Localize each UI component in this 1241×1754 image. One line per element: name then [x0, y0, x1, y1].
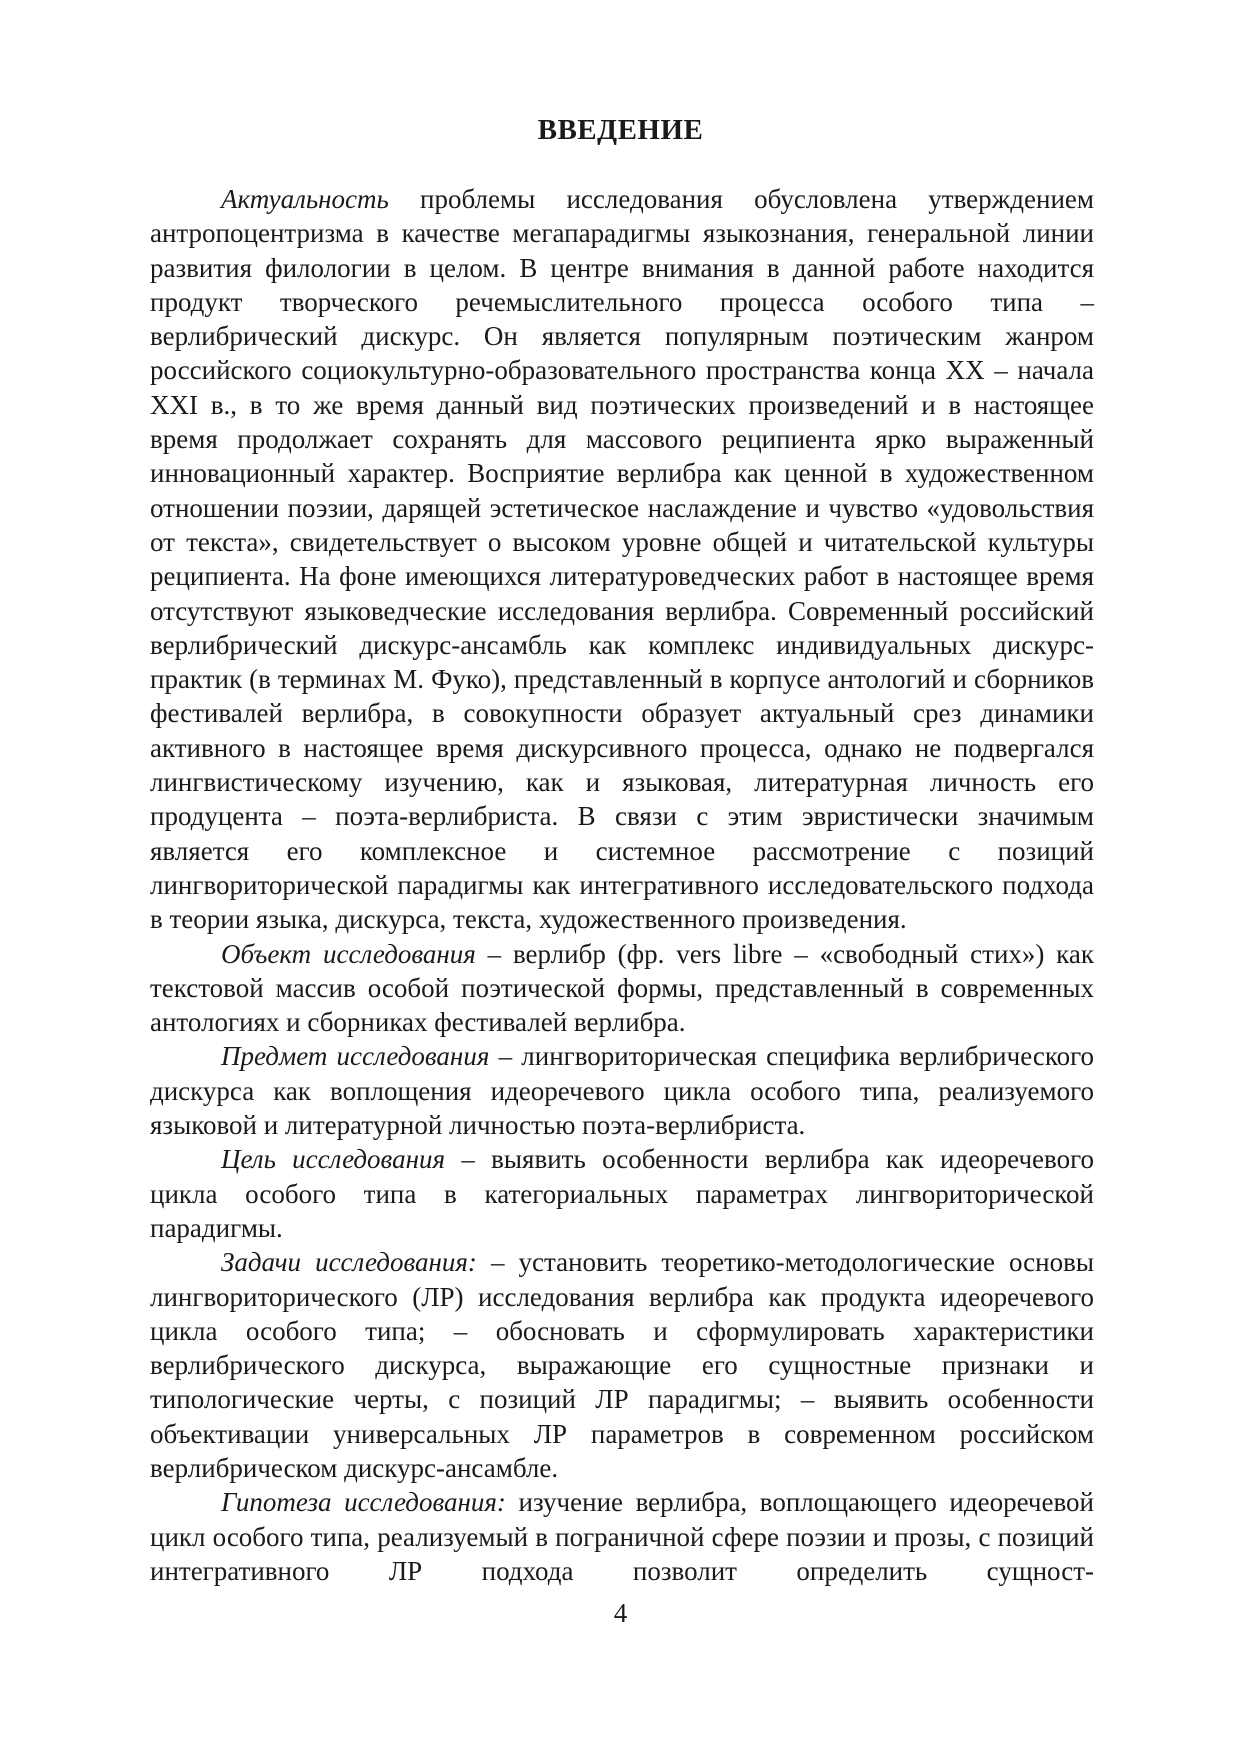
paragraph-lead: Гипотеза исследования: [221, 1487, 506, 1518]
paragraph-text: – верлибр (фр. vers libre – «свободный стих») как текстовой массив особой поэтической формы, представленный в современных антологиях и сборниках фестивалей верлибра. [150, 938, 1094, 1038]
body-text [150, 182, 1094, 1588]
paragraph-goal [150, 1142, 1094, 1245]
paragraph-text: – выявить особенности верлибра как идеоречевого цикла особого типа в категориальных параметрах лингвориторической парадигмы. [150, 1144, 1094, 1243]
paragraph-hypothesis [150, 1485, 1094, 1588]
paragraph-lead: Объект исследования [221, 938, 476, 969]
paragraph-tasks [150, 1245, 1094, 1485]
paragraph-lead: Предмет исследования [221, 1041, 490, 1072]
paragraph-text: – лингвориторическая специфика верлибрического дискурса как воплощения идеоречевого цикла особого типа, реализуемого языковой и литературной личностью поэта-верлибриста. [150, 1041, 1094, 1141]
paragraph-lead: Задачи исследования: [221, 1247, 477, 1278]
page-number: 4 [613, 1598, 628, 1628]
paragraph-lead: Цель исследования [221, 1144, 446, 1175]
paragraph-text: проблемы исследования обусловлена утверждением антропоцентризма в качестве мегапарадигмы языкознания, генеральной линии развития филологии в целом. В центре внимания в данной работе находится продукт творческого речемыслительного процесса особого типа – верлибрический дискурс. Он является популярным поэтическим жанром российского социокультурно-образовательного пространства конца XX – начала XXI в., в то же время данный вид поэтических произведений и в настоящее время продолжает сохранять для массового реципиента ярко выраженный инновационный характер. Восприятие верлибра как ценной в художественном отношении поэзии, дарящей эстетическое наслаждение и чувство «удовольствия от текста», свидетельствует о высоком уровне общей и читательской культуры реципиента. На фоне имеющихся литературоведческих работ в настоящее время отсутствуют языковедческие исследования верлибра. Современный российский верлибрический дискурс-ансамбль как комплекс индивидуальных дискурс-практик (в терминах М. Фуко), представленный в корпусе антологий и сборников фестивалей верлибра, в совокупности образует актуальный срез динамики активного в настоящее время дискурсивного процесса, однако не подвергался лингвистическому изучению, как и языковая, литературная личность его продуцента – поэта-верлибриста. В связи с этим эвристически значимым является его комплексное и системное рассмотрение с позиций лингвориторической парадигмы как интегративного исследовательского подхода в теории языка, дискурса, текста, художественного произведения. [150, 184, 1094, 935]
page-title: ВВЕДЕНИЕ [537, 114, 704, 146]
paragraph-lead: Актуальность [221, 184, 389, 214]
paragraph-text: – установить теоретико-методологические основы лингвориторического (ЛР) исследования верлибра как продукта идеоречевого цикла особого типа; – обосновать и сформулировать характеристики верлибрического дискурса, выражающие его сущностные признаки и типологические черты, с позиций ЛР парадигмы; – выявить особенности объективации универсальных ЛР параметров в современном российском верлибрическом дискурс-ансамбле. [150, 1247, 1095, 1483]
paragraph-subject [150, 1039, 1094, 1142]
paragraph-text: изучение верлибра, воплощающего идеоречевой цикл особого типа, реализуемый в пограничной сфере поэзии и прозы, с позиций интегративного ЛР подхода позволит определить сущност- [150, 1487, 1094, 1586]
paragraph-relevance [150, 182, 1094, 937]
paragraph-object [150, 937, 1094, 1040]
